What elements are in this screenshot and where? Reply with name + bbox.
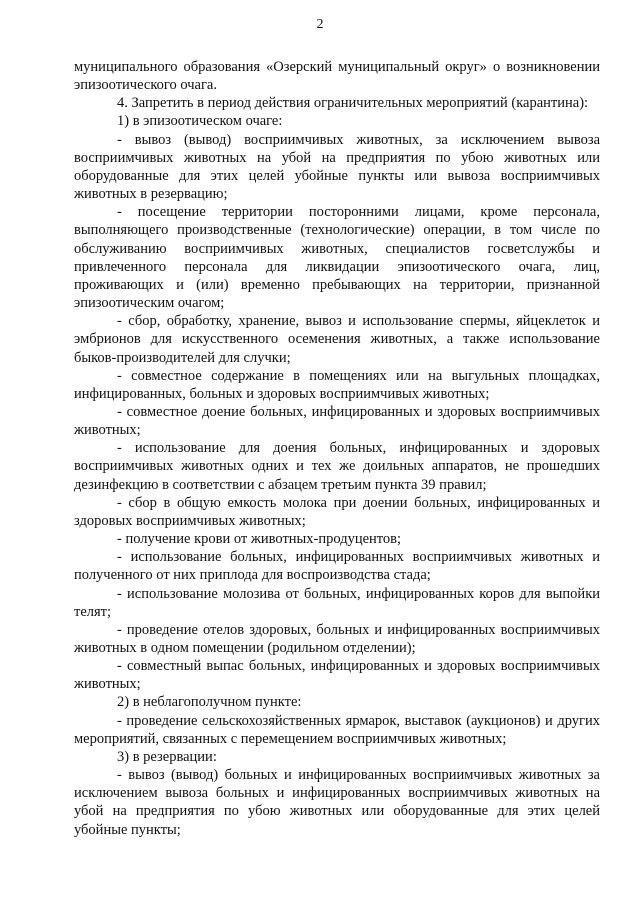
paragraph: - совместное доение больных, инфицированных и здоровых восприимчивых животных; [74, 403, 600, 439]
paragraph: 4. Запретить в период действия ограничительных мероприятий (карантина): [117, 95, 589, 112]
paragraph: - совместное содержание в помещениях или на выгульных площадках, инфицированных, больных и здоровых восприимчивых животных; [74, 367, 600, 402]
page-number: 2 [316, 17, 324, 32]
paragraph: 2) в неблагополучном пункте: [117, 694, 302, 711]
paragraph: - проведение сельскохозяйственных ярмарок, выставок (аукционов) и других мероприятий, связанных с перемещением восприимчивых животных; [74, 712, 600, 747]
paragraph: - посещение территории посторонними лицами, кроме персонала, выполняющего производственные (технологические) операции, в том числе по обслуживанию восприимчивых животных, специалистов госветслужбы и привлеченного персонала для ликвидации эпизоотического очага, лиц, проживающих и (или) временно пребывающих на территории, признанной эпизоотическим очагом; [74, 204, 600, 312]
paragraph: - сбор в общую емкость молока при доении больных, инфицированных и здоровых восприимчивых животных; [74, 494, 600, 529]
paragraph: муниципального образования «Озерский муниципальный округ» о возникновении эпизоотического очага. [74, 59, 600, 94]
paragraph: - использование больных, инфицированных восприимчивых животных и полученного от них приплода для воспроизводства стада; [74, 549, 600, 584]
paragraph: 3) в резервации: [117, 748, 217, 765]
paragraph: - использование для доения больных, инфицированных и здоровых восприимчивых животных одних и тех же доильных аппаратов, не прошедших дезинфекцию в соответствии с абзацем третьим пункта 39 правил; [74, 440, 600, 493]
paragraph: - использование молозива от больных, инфицированных коров для выпойки телят; [74, 585, 600, 620]
paragraph: - сбор, обработку, хранение, вывоз и использование спермы, яйцеклеток и эмбрионов для искусственного осеменения животных, а также использование быков-производителей для случки; [74, 313, 600, 366]
document-body [74, 58, 600, 839]
paragraph: 1) в эпизоотическом очаге: [117, 113, 283, 130]
paragraph: - проведение отелов здоровых, больных и инфицированных восприимчивых животных в одном помещении (родильном отделении); [74, 621, 600, 656]
paragraph: - получение крови от животных-продуцентов; [117, 531, 402, 548]
paragraph: - совместный выпас больных, инфицированных и здоровых восприимчивых животных; [74, 658, 600, 693]
paragraph: - вывоз (вывод) восприимчивых животных, за исключением вывоза восприимчивых животных на убой на предприятия по убою животных или оборудованные для этих целей убойные пункты или вывоза восприимчивых животных в резервацию; [74, 131, 600, 203]
paragraph: - вывоз (вывод) больных и инфицированных восприимчивых животных за исключением вывоза больных и инфицированных восприимчивых животных на убой на предприятия по убою животных или оборудованные для этих целей убойные пункты; [74, 767, 600, 838]
